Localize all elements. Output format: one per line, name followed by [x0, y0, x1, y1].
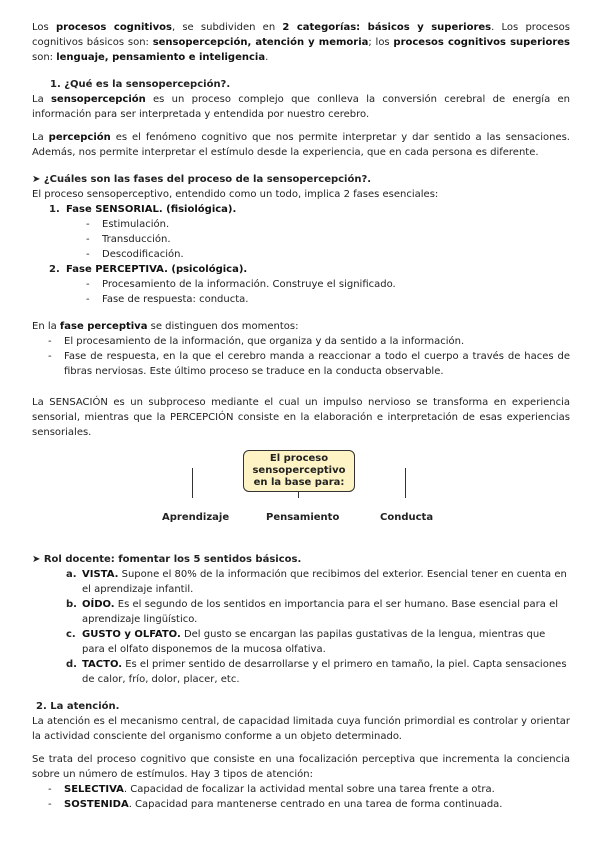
senses-list — [32, 567, 570, 687]
list-item: - Fase de respuesta, en la que el cerebro manda a reaccionar a todo el cuerpo a través de haces de fibras nerviosas. Este último proceso se traduce en la conducta observable. — [48, 351, 570, 377]
connector-line-right — [405, 468, 406, 498]
list-item: - Procesamiento de la información. Construye el significado. — [86, 279, 396, 290]
sensopercepcion-definition: La sensopercepción es un proceso complejo que conlleva la conversión cerebral de energía en información para ser interpretada y entendida por nuestro cerebro. — [32, 94, 570, 120]
list-item: - SELECTIVA. Capacidad de focalizar la actividad mental sobre una tarea frente a otra. — [48, 784, 495, 795]
phases-list — [32, 202, 570, 217]
phases-list-2 — [32, 262, 570, 277]
perceptive-intro: En la fase perceptiva se distinguen dos momentos: — [32, 321, 299, 332]
diagram-label-aprendizaje: Aprendizaje — [162, 512, 230, 523]
diagram-label-conducta: Conducta — [380, 512, 434, 523]
phase-item: 2. Fase PERCEPTIVA. (psicológica). — [49, 264, 248, 275]
sensoperceptive-diagram — [32, 440, 570, 540]
list-item: c. GUSTO y OLFATO. Del gusto se encargan las papilas gustativas de la lengua, mientras que para el olfato disponemos de la mucosa olfativa. — [66, 629, 546, 655]
phases-heading: ➤ ¿Cuáles son las fases del proceso de la sensopercepción?. — [32, 174, 372, 185]
connector-line-left — [192, 468, 193, 498]
list-item: - Estimulación. — [86, 219, 170, 230]
diagram-label-pensamiento: Pensamiento — [266, 512, 340, 523]
intro-paragraph: Los procesos cognitivos, se subdividen en 2 categorías: básicos y superiores. Los procesos cognitivos básicos son: sensopercepción, atención y memoria; los procesos cognitivos superiores son: lenguaje, pensamiento e inteligencia. — [32, 22, 570, 63]
list-item: - El procesamiento de la información, que organiza y da sentido a la información. — [48, 336, 465, 347]
phase1-steps — [32, 217, 570, 262]
phase-item: 1. Fase SENSORIAL. (fisiológica). — [49, 204, 237, 215]
list-item: - Fase de respuesta: conducta. — [86, 294, 249, 305]
attention-definition: La atención es el mecanismo central, de capacidad limitada cuya función primordial es controlar y orientar la actividad consciente del organismo conforme a un objeto determinado. — [32, 716, 570, 742]
section2-heading: 2. La atención. — [36, 701, 120, 712]
teacher-role-heading: ➤ Rol docente: fomentar los 5 sentidos básicos. — [32, 554, 302, 565]
section1-heading: 1. ¿Qué es la sensopercepción?. — [50, 79, 231, 90]
attention-focus-paragraph: Se trata del proceso cognitivo que consiste en una focalización perceptiva que incrementa la conciencia sobre un número de estímulos. Hay 3 tipos de atención: — [32, 754, 570, 780]
list-item: a. VISTA. Supone el 80% de la información que recibimos del exterior. Esencial tener en cuenta en el aprendizaje infantil. — [66, 569, 567, 595]
list-item: - SOSTENIDA. Capacidad para mantenerse centrado en una tarea de forma continuada. — [48, 799, 503, 810]
document-page — [32, 20, 570, 812]
phases-intro: El proceso sensoperceptivo, entendido como un todo, implica 2 fases esenciales: — [32, 189, 439, 200]
list-item: - Transducción. — [86, 234, 171, 245]
phase2-steps — [32, 277, 570, 307]
diagram-box: El proceso sensoperceptivo en la base para: — [243, 450, 355, 492]
list-item: - Descodificación. — [86, 249, 184, 260]
percepcion-definition: La percepción es el fenómeno cognitivo que nos permite interpretar y dar sentido a las sensaciones. Además, nos permite interpretar el estímulo desde la experiencia, que en cada persona es diferente. — [32, 132, 570, 158]
list-item: d. TACTO. Es el primer sentido de desarrollarse y el primero en tamaño, la piel. Capta sensaciones de calor, frío, dolor, placer, etc. — [66, 659, 567, 685]
list-item: b. OÍDO. Es el segundo de los sentidos en importancia para el ser humano. Base esencial para el aprendizaje lingüístico. — [66, 599, 558, 625]
attention-types — [32, 782, 570, 812]
perceptive-moments — [32, 334, 570, 379]
sensation-paragraph: La SENSACIÓN es un subproceso mediante el cual un impulso nervioso se transforma en experiencia sensorial, mientras que la PERCEPCIÓN consiste en la elaboración e interpretación de esas experiencias sensoriales. — [32, 397, 570, 438]
